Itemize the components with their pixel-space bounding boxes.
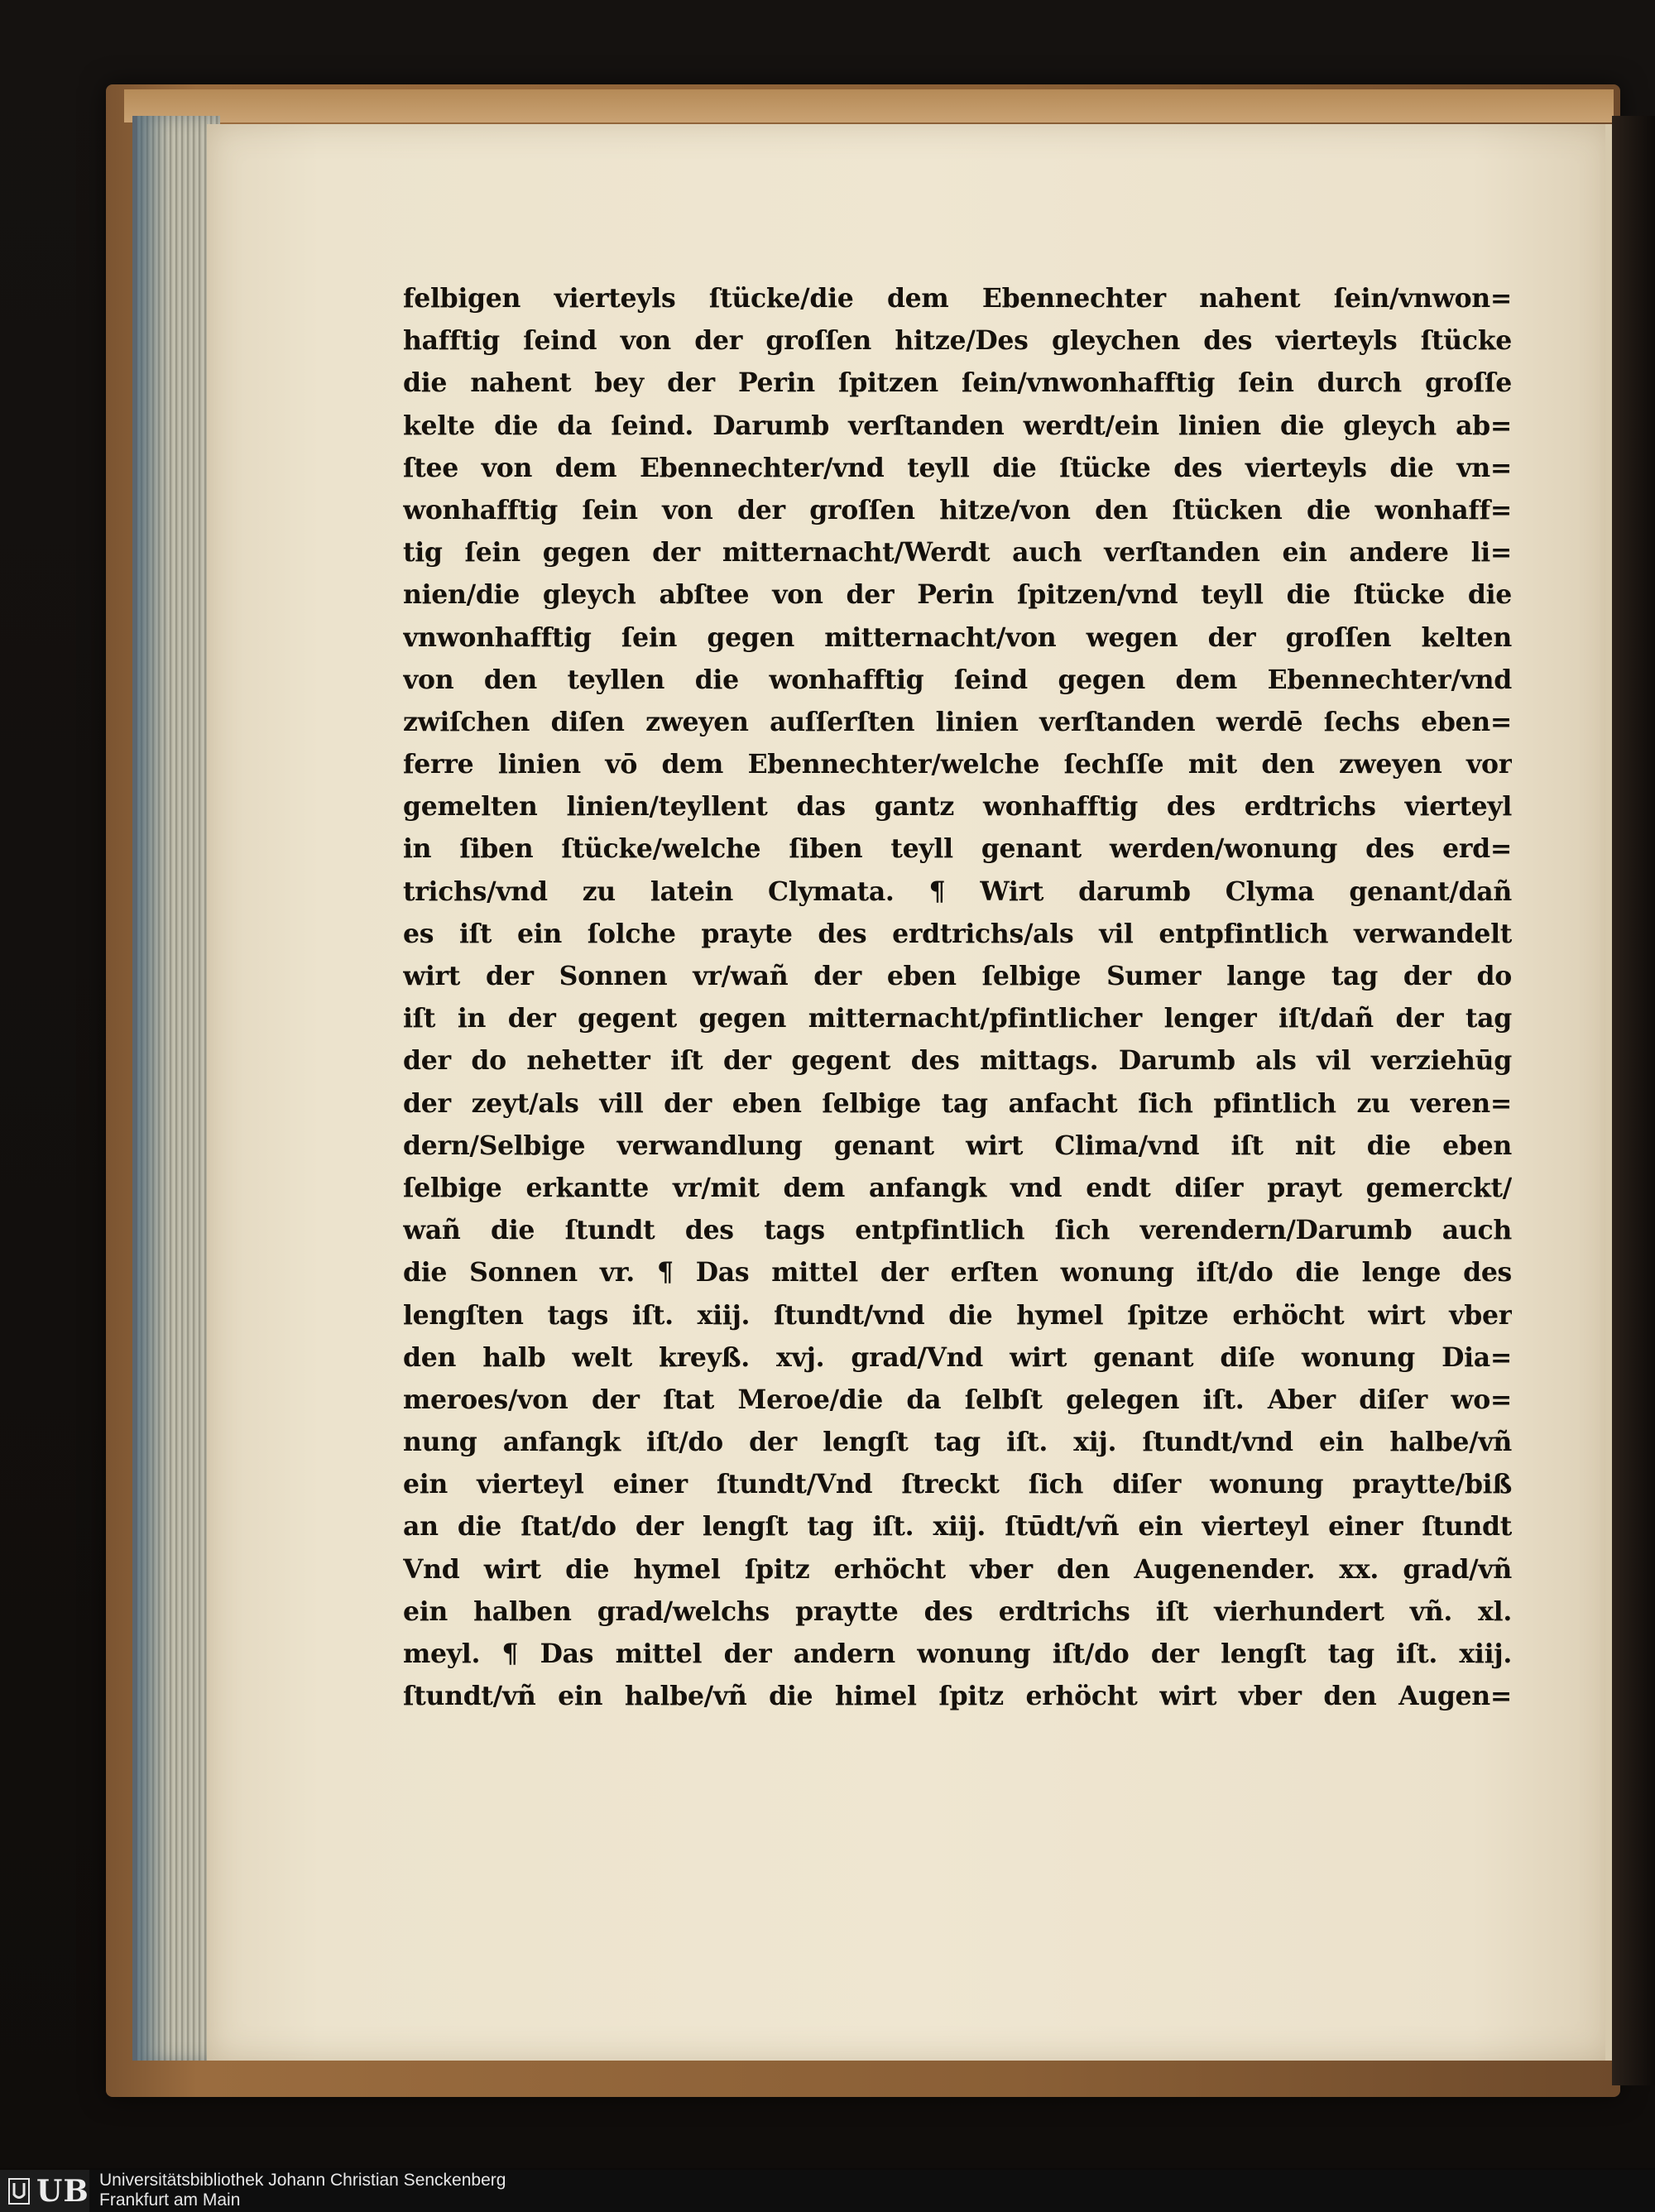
text-line: es iſt ein ſolche prayte des erdtrichs/als vil entpfintlich verwandelt [403, 918, 1512, 949]
text-line: trichs/vnd zu latein Clymata. ¶ Wirt darumb Clyma genant/dañ [403, 876, 1512, 907]
text-line: vnwonhafftig ſein gegen mitternacht/von wegen der groſſen kelten [403, 621, 1512, 653]
library-footer [0, 2170, 1655, 2212]
text-line: von den teyllen die wonhafftig ſeind gegen dem Ebennechter/vnd [403, 664, 1512, 695]
text-line: in ſiben ſtücke/welche ſiben teyll genant werden/wonung des erd= [403, 833, 1512, 865]
text-line: tig ſein gegen der mitternacht/Werdt auch verſtanden ein andere li= [403, 537, 1512, 569]
library-city: Frankfurt am Main [99, 2190, 241, 2210]
text-line: ſelbige erkantte vr/mit dem anfangk vnd endt diſer prayt gemerckt/ [403, 1172, 1512, 1203]
text-line: gemelten linien/teyllent das gantz wonhafftig des erdtrichs vierteyl [403, 791, 1512, 823]
text-line: wonhafftig ſein von der groſſen hitze/von den ſtücken die wonhaff= [403, 494, 1512, 525]
text-line: der do nehetter iſt der gegent des mittags. Darumb als vil verziehūg [403, 1045, 1512, 1077]
library-logo [0, 2170, 89, 2212]
text-line: nien/die gleych abſtee von der Perin ſpitzen/vnd teyll die ſtücke die [403, 579, 1512, 611]
text-line: hafftig ſeind von der groſſen hitze/Des gleychen des vierteyls ſtücke [403, 325, 1512, 357]
text-line: der zeyt/als vill der eben ſelbige tag anfacht ſich pfintlich zu veren= [403, 1087, 1512, 1119]
text-line: meyl. ¶ Das mittel der andern wonung iſt/do der lengſt tag iſt. xiij. [403, 1639, 1512, 1669]
text-line: ein halben grad/welchs praytte des erdtrichs iſt vierhundert vñ. xl. [403, 1595, 1512, 1627]
text-line: wañ die ſtundt des tags entpfintlich ſich verendern/Darumb auch [403, 1215, 1512, 1246]
text-line: nung anfangk iſt/do der lengſt tag iſt. xij. ſtundt/vnd ein halbe/vñ [403, 1427, 1512, 1458]
text-line: lengſten tags iſt. xiij. ſtundt/vnd die hymel ſpitze erhöcht wirt vber [403, 1299, 1512, 1331]
text-line: ein vierteyl einer ſtundt/Vnd ſtreckt ſich diſer wonung praytte/biß [403, 1469, 1512, 1500]
text-line: die nahent bey der Perin ſpitzen ſein/vnwonhafftig ſein durch groſſe [403, 367, 1512, 399]
text-line: Vnd wirt die hymel ſpitz erhöcht vber den Augenender. xx. grad/vñ [403, 1553, 1512, 1585]
text-line: ſtundt/vñ ein halbe/vñ die himel ſpitz erhöcht wirt vber den Augen= [403, 1681, 1512, 1712]
text-line: meroes/von der ſtat Meroe/die da ſelbſt gelegen iſt. Aber diſer wo= [403, 1384, 1512, 1415]
text-line: die Sonnen vr. ¶ Das mittel der erſten wonung iſt/do die lenge des [403, 1257, 1512, 1288]
text-line: dern/Selbige verwandlung genant wirt Clima/vnd iſt nit die eben [403, 1130, 1512, 1161]
text-line: ſtee von dem Ebennechter/vnd teyll die ſtücke des vierteyls die vn= [403, 452, 1512, 483]
text-line: zwiſchen diſen zweyen auſſerſten linien verſtanden werdē ſechs eben= [403, 706, 1512, 737]
page-text-block [403, 277, 1512, 1717]
library-name: Universitätsbibliothek Johann Christian Senckenberg [99, 2171, 506, 2190]
text-line: felbigen vierteyls ſtücke/die dem Ebennechter nahent ſein/vnwon= [403, 283, 1512, 314]
text-line: kelte die da ſeind. Darumb verſtanden werdt/ein linien die gleych ab= [403, 410, 1512, 441]
text-line: ferre linien vō dem Ebennechter/welche ſechſſe mit den zweyen vor [403, 749, 1512, 780]
text-line: den halb welt kreyß. xvj. grad/Vnd wirt genant diſe wonung Dia= [403, 1341, 1512, 1373]
page-top-edge [124, 89, 1614, 122]
text-line: iſt in der gegent gegen mitternacht/pfintlicher lenger iſt/dañ der tag [403, 1003, 1512, 1034]
library-logo-text: UB [36, 2174, 89, 2209]
library-emblem-icon [8, 2178, 30, 2205]
book-gutter [1612, 116, 1655, 2085]
text-line: an die ſtat/do der lengſt tag iſt. xiij. ſtūdt/vñ ein vierteyl einer ſtundt [403, 1511, 1512, 1543]
text-line: wirt der Sonnen vr/wañ der eben ſelbige Sumer lange tag der do [403, 961, 1512, 991]
